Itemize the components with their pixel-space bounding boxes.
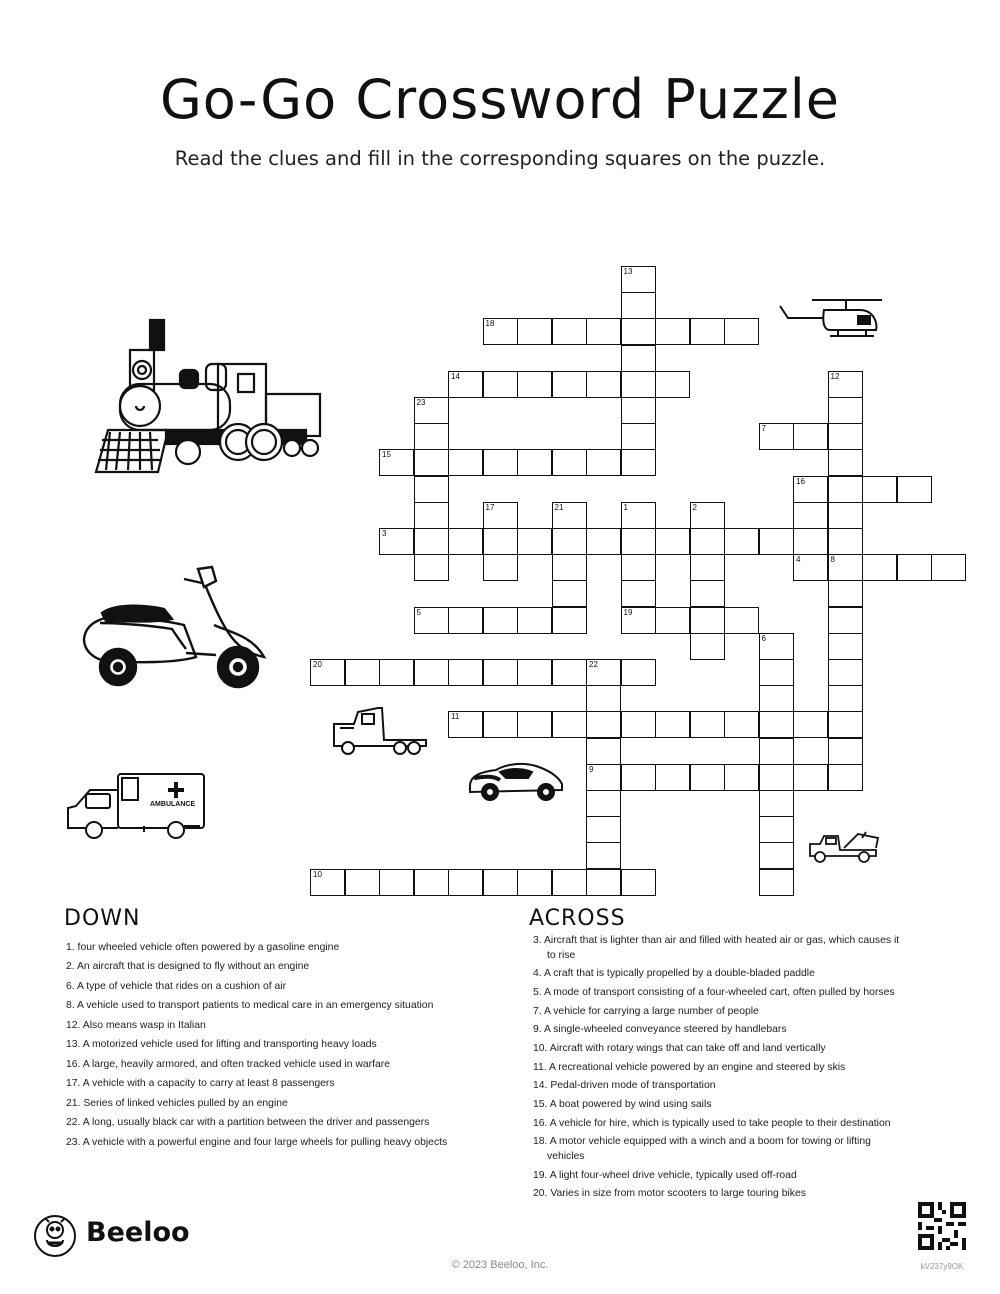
crossword-cell[interactable]	[586, 659, 621, 686]
crossword-cell[interactable]	[690, 633, 725, 660]
crossword-cell[interactable]	[483, 318, 518, 345]
clue-number: 2	[692, 502, 697, 512]
crossword-cell[interactable]	[448, 607, 483, 634]
crossword-cell[interactable]	[586, 738, 621, 765]
crossword-cell[interactable]	[828, 371, 863, 398]
down-clue: 13. A motorized vehicle used for lifting and transporting heavy loads	[66, 1039, 377, 1051]
crossword-cell[interactable]	[655, 528, 690, 555]
crossword-cell[interactable]	[759, 633, 794, 660]
crossword-cell[interactable]	[759, 764, 794, 791]
crossword-cell[interactable]	[552, 869, 587, 896]
crossword-cell[interactable]	[690, 502, 725, 529]
crossword-cell[interactable]	[552, 659, 587, 686]
crossword-cell[interactable]	[621, 423, 656, 450]
crossword-cell[interactable]	[621, 449, 656, 476]
crossword-cell[interactable]	[414, 659, 449, 686]
crossword-cell[interactable]	[621, 266, 656, 293]
clue-number: 12	[830, 371, 840, 381]
across-clue: 9. A single-wheeled conveyance steered by handlebars	[533, 1024, 787, 1036]
across-clue: 4. A craft that is typically propelled by a double-bladed paddle	[533, 968, 815, 980]
across-clue: 3. Aircraft that is lighter than air and filled with heated air or gas, which causes it to rise	[533, 935, 900, 961]
crossword-cell[interactable]	[793, 764, 828, 791]
clue-number: 14	[451, 371, 460, 381]
crossword-cell[interactable]	[379, 449, 414, 476]
crossword-cell[interactable]	[621, 502, 656, 529]
crossword-cell[interactable]	[621, 869, 656, 896]
crossword-cell[interactable]	[621, 711, 656, 738]
ambulance-icon	[64, 770, 208, 840]
crossword-cell[interactable]	[828, 554, 863, 581]
crossword-cell[interactable]	[655, 371, 690, 398]
clue-number: 13	[623, 267, 633, 276]
crossword-cell[interactable]	[552, 711, 587, 738]
crossword-cell[interactable]	[759, 738, 794, 765]
crossword-cell[interactable]	[759, 816, 794, 843]
crossword-cell[interactable]	[724, 528, 759, 555]
crossword-cell[interactable]	[552, 554, 587, 581]
crossword-cell[interactable]	[379, 659, 414, 686]
helicopter-icon	[778, 294, 882, 340]
brand-name: Beeloo	[86, 1217, 190, 1248]
crossword-cell[interactable]	[517, 318, 552, 345]
crossword-cell[interactable]	[828, 607, 863, 634]
clue-number: 9	[589, 764, 594, 774]
crossword-cell[interactable]	[793, 502, 828, 529]
crossword-cell[interactable]	[828, 528, 863, 555]
crossword-cell[interactable]	[483, 869, 518, 896]
down-clue: 2. An aircraft that is designed to fly without an engine	[66, 961, 310, 973]
crossword-cell[interactable]	[552, 371, 587, 398]
crossword-cell[interactable]	[414, 502, 449, 529]
crossword-cell[interactable]	[483, 371, 518, 398]
crossword-cell[interactable]	[448, 371, 483, 398]
sports-car-icon	[466, 760, 566, 806]
clue-number: 21	[554, 502, 564, 512]
crossword-cell[interactable]	[690, 580, 725, 607]
crossword-cell[interactable]	[586, 685, 621, 712]
clue-number: 20	[313, 660, 322, 669]
crossword-cell[interactable]	[483, 607, 518, 634]
crossword-cell[interactable]	[862, 476, 897, 503]
clue-number: 16	[796, 476, 805, 486]
crossword-cell[interactable]	[414, 476, 449, 503]
clue-number: 7	[761, 424, 766, 434]
across-clue: 20. Varies in size from motor scooters to large touring bikes	[533, 1188, 806, 1200]
crossword-cell[interactable]	[621, 397, 656, 424]
crossword-cell[interactable]	[517, 371, 552, 398]
crossword-cell[interactable]	[379, 528, 414, 555]
crossword-cell[interactable]	[828, 659, 863, 686]
crossword-cell[interactable]	[414, 869, 449, 896]
crossword-cell[interactable]	[552, 528, 587, 555]
crossword-cell[interactable]	[759, 528, 794, 555]
across-clue-list	[533, 934, 903, 1206]
crossword-cell[interactable]	[517, 607, 552, 634]
crossword-cell[interactable]	[448, 528, 483, 555]
down-clue: 16. A large, heavily armored, and often tracked vehicle used in warfare	[66, 1058, 391, 1070]
crossword-cell[interactable]	[448, 869, 483, 896]
crossword-cell[interactable]	[448, 449, 483, 476]
down-clue: 6. A type of vehicle that rides on a cushion of air	[66, 980, 287, 992]
crossword-cell[interactable]	[759, 790, 794, 817]
clue-number: 3	[382, 529, 387, 538]
crossword-cell[interactable]	[897, 554, 932, 581]
clue-number: 1	[623, 502, 628, 512]
across-clue: 10. Aircraft with rotary wings that can take off and land vertically	[533, 1043, 826, 1055]
clue-number: 5	[416, 607, 421, 617]
crossword-cell[interactable]	[310, 869, 345, 896]
crossword-cell[interactable]	[621, 554, 656, 581]
crossword-cell[interactable]	[621, 528, 656, 555]
crossword-cell[interactable]	[586, 790, 621, 817]
crossword-cell[interactable]	[828, 764, 863, 791]
crossword-cell[interactable]	[586, 711, 621, 738]
crossword-cell[interactable]	[586, 764, 621, 791]
across-clue: 15. A boat powered by wind using sails	[533, 1099, 712, 1111]
crossword-cell[interactable]	[621, 764, 656, 791]
clue-number: 23	[416, 398, 426, 407]
crossword-cell[interactable]	[414, 554, 449, 581]
crossword-cell[interactable]	[897, 476, 932, 503]
crossword-cell[interactable]	[586, 371, 621, 398]
crossword-cell[interactable]	[483, 554, 518, 581]
clue-number: 15	[382, 450, 391, 460]
down-clue: 1. four wheeled vehicle often powered by a gasoline engine	[66, 942, 340, 953]
qr-code-icon	[918, 1202, 966, 1250]
tow-truck-icon	[806, 830, 882, 864]
page-subtitle: Read the clues and fill in the corresponding squares on the puzzle.	[174, 147, 826, 170]
crossword-cell[interactable]	[655, 764, 690, 791]
crossword-cell[interactable]	[793, 423, 828, 450]
down-clue: 12. Also means wasp in Italian	[66, 1019, 206, 1031]
crossword-cell[interactable]	[586, 869, 621, 896]
crossword-cell[interactable]	[690, 711, 725, 738]
crossword-cell[interactable]	[828, 502, 863, 529]
across-heading: ACROSS	[529, 906, 626, 931]
down-clue: 23. A vehicle with a powerful engine and four large wheels for pulling heavy objects	[66, 1136, 448, 1148]
crossword-cell[interactable]	[586, 528, 621, 555]
crossword-cell[interactable]	[828, 580, 863, 607]
crossword-cell[interactable]	[517, 711, 552, 738]
across-clue: 18. A motor vehicle equipped with a winch and a boom for towing or lifting vehicles	[533, 1136, 871, 1163]
crossword-cell[interactable]	[655, 318, 690, 345]
crossword-cell[interactable]	[621, 371, 656, 398]
crossword-cell[interactable]	[690, 318, 725, 345]
crossword-cell[interactable]	[552, 607, 587, 634]
down-clue: 8. A vehicle used to transport patients to medical care in an emergency situation	[66, 1000, 434, 1012]
crossword-cell[interactable]	[483, 659, 518, 686]
crossword-cell[interactable]	[586, 318, 621, 345]
clue-number: 11	[451, 712, 460, 722]
crossword-cell[interactable]	[828, 397, 863, 424]
crossword-cell[interactable]	[724, 607, 759, 634]
crossword-cell[interactable]	[621, 292, 656, 319]
across-clue: 11. A recreational vehicle powered by an engine and steered by skis	[533, 1061, 846, 1073]
crossword-cell[interactable]	[621, 659, 656, 686]
crossword-cell[interactable]	[828, 449, 863, 476]
down-heading: DOWN	[64, 906, 141, 931]
crossword-cell[interactable]	[828, 738, 863, 765]
crossword-cell[interactable]	[759, 659, 794, 686]
crossword-cell[interactable]	[552, 318, 587, 345]
clue-number: 22	[589, 660, 598, 669]
crossword-cell[interactable]	[586, 842, 621, 869]
train-icon	[88, 312, 324, 482]
crossword-cell[interactable]	[517, 528, 552, 555]
crossword-cell[interactable]	[759, 685, 794, 712]
crossword-cell[interactable]	[828, 685, 863, 712]
semi-truck-icon	[330, 704, 430, 756]
bee-logo-icon	[33, 1214, 77, 1258]
crossword-cell[interactable]	[483, 449, 518, 476]
across-clue: 7. A vehicle for carrying a large number of people	[533, 1005, 759, 1017]
crossword-cell[interactable]	[793, 528, 828, 555]
down-clue-list	[66, 941, 456, 1155]
crossword-cell[interactable]	[759, 711, 794, 738]
svg-text:AMBULANCE: AMBULANCE	[150, 801, 196, 808]
across-clue: 16. A vehicle for hire, which is typically used to take people to their destination	[533, 1117, 891, 1129]
crossword-cell[interactable]	[690, 554, 725, 581]
crossword-cell[interactable]	[586, 449, 621, 476]
crossword-cell[interactable]	[793, 554, 828, 581]
crossword-cell[interactable]	[414, 607, 449, 634]
crossword-cell[interactable]	[690, 764, 725, 791]
clue-number: 4	[796, 555, 801, 565]
crossword-cell[interactable]	[828, 423, 863, 450]
clue-number: 6	[761, 633, 766, 643]
crossword-cell[interactable]	[310, 659, 345, 686]
crossword-cell[interactable]	[517, 869, 552, 896]
crossword-cell[interactable]	[414, 449, 449, 476]
crossword-cell[interactable]	[793, 711, 828, 738]
crossword-cell[interactable]	[483, 502, 518, 529]
crossword-cell[interactable]	[345, 869, 380, 896]
crossword-cell[interactable]	[552, 449, 587, 476]
crossword-cell[interactable]	[414, 423, 449, 450]
crossword-cell[interactable]	[759, 842, 794, 869]
down-clue: 17. A vehicle with a capacity to carry at least 8 passengers	[66, 1078, 335, 1090]
crossword-cell[interactable]	[483, 528, 518, 555]
crossword-cell[interactable]	[724, 711, 759, 738]
page-title: Go-Go Crossword Puzzle	[159, 68, 841, 131]
crossword-cell[interactable]	[586, 816, 621, 843]
clue-number: 18	[485, 319, 495, 329]
crossword-cell[interactable]	[448, 659, 483, 686]
across-clue: 14. Pedal-driven mode of transportation	[533, 1080, 716, 1092]
crossword-cell[interactable]	[621, 345, 656, 372]
worksheet-code: kV237y9OK	[920, 1262, 964, 1271]
crossword-cell[interactable]	[690, 607, 725, 634]
down-clue: 21. Series of linked vehicles pulled by an engine	[66, 1097, 288, 1109]
crossword-cell[interactable]	[621, 607, 656, 634]
crossword-cell[interactable]	[828, 476, 863, 503]
crossword-cell[interactable]	[621, 580, 656, 607]
crossword-cell[interactable]	[552, 502, 587, 529]
crossword-cell[interactable]	[517, 449, 552, 476]
crossword-cell[interactable]	[483, 711, 518, 738]
across-clue: 19. A light four-wheel drive vehicle, typically used off-road	[533, 1169, 797, 1181]
crossword-cell[interactable]	[828, 633, 863, 660]
clue-number: 10	[313, 869, 322, 879]
crossword-cell[interactable]	[690, 528, 725, 555]
clue-number: 17	[485, 502, 495, 512]
crossword-cell[interactable]	[931, 554, 966, 581]
crossword-cell[interactable]	[414, 397, 449, 424]
crossword-cell[interactable]	[517, 659, 552, 686]
crossword-cell[interactable]	[621, 318, 656, 345]
crossword-cell[interactable]	[724, 764, 759, 791]
crossword-cell[interactable]	[759, 869, 794, 896]
crossword-cell[interactable]	[655, 607, 690, 634]
across-clue: 5. A mode of transport consisting of a four-wheeled cart, often pulled by horses	[533, 986, 895, 998]
clue-number: 19	[623, 607, 633, 617]
crossword-cell[interactable]	[828, 711, 863, 738]
crossword-cell[interactable]	[655, 711, 690, 738]
crossword-cell[interactable]	[414, 528, 449, 555]
scooter-icon	[76, 565, 268, 690]
copyright-text: © 2023 Beeloo, Inc.	[451, 1259, 549, 1271]
crossword-cell[interactable]	[345, 659, 380, 686]
crossword-cell[interactable]	[379, 869, 414, 896]
clue-number: 8	[830, 555, 835, 565]
crossword-cell[interactable]	[552, 580, 587, 607]
crossword-cell[interactable]	[724, 318, 759, 345]
crossword-cell[interactable]	[759, 423, 794, 450]
down-clue: 22. A long, usually black car with a partition between the driver and passengers	[66, 1117, 430, 1129]
crossword-cell[interactable]	[862, 554, 897, 581]
crossword-cell[interactable]	[793, 476, 828, 503]
crossword-cell[interactable]	[448, 711, 483, 738]
